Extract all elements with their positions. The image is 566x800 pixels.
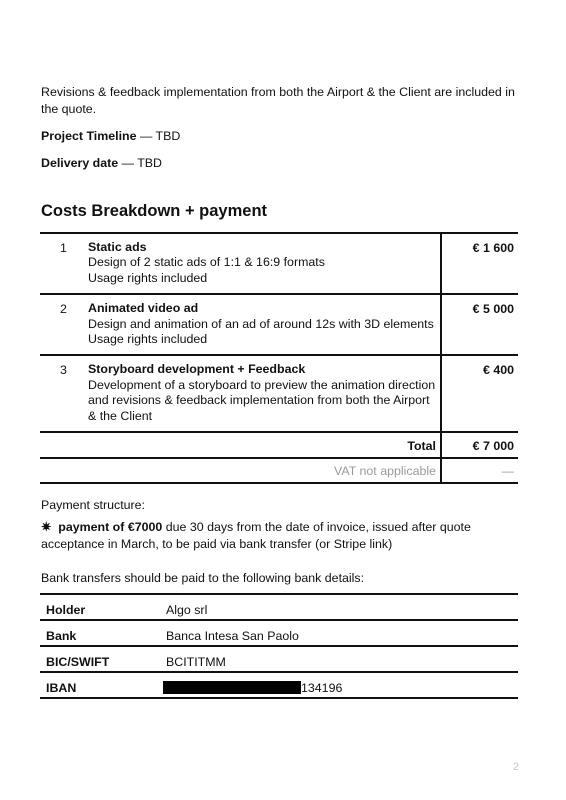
vat-label: VAT not applicable bbox=[40, 458, 441, 483]
bank-intro: Bank transfers should be paid to the following bank details: bbox=[41, 571, 365, 585]
vat-value: — bbox=[441, 458, 518, 483]
bank-row-value: Banca Intesa San Paolo bbox=[160, 620, 518, 646]
cost-row-price: € 400 bbox=[441, 355, 518, 432]
payment-amount: payment of €7000 bbox=[58, 520, 163, 534]
cost-row bbox=[40, 233, 518, 294]
total-row bbox=[40, 432, 518, 458]
total-label: Total bbox=[40, 432, 441, 458]
total-value: € 7 000 bbox=[441, 432, 518, 458]
bank-row-key: Bank bbox=[40, 620, 160, 646]
cost-row-line: Usage rights included bbox=[88, 270, 208, 285]
cost-row-number: 3 bbox=[40, 355, 88, 432]
bank-row bbox=[40, 594, 518, 620]
payment-item bbox=[41, 519, 511, 552]
cost-row-title: Static ads bbox=[88, 240, 147, 254]
project-timeline-label: Project Timeline bbox=[41, 129, 137, 143]
cost-row-line: Development of a storyboard to preview the animation direction and revisions & feedback implementation from both the Airport & the Client bbox=[88, 377, 436, 423]
cost-row-description bbox=[88, 233, 441, 294]
bank-row-key: BIC/SWIFT bbox=[40, 646, 160, 672]
page-number: 2 bbox=[512, 761, 519, 773]
bank-row-key: IBAN bbox=[40, 672, 160, 698]
delivery-date bbox=[41, 155, 521, 171]
delivery-date-label: Delivery date bbox=[41, 156, 119, 170]
cost-row-line: Design of 2 static ads of 1:1 & 16:9 formats bbox=[88, 255, 325, 270]
payment-terms: due 30 days from the date of invoice, issued after quote acceptance in March, to be paid via bank transfer (or Stripe link) bbox=[41, 520, 471, 551]
cost-row-number: 2 bbox=[40, 294, 88, 355]
cost-row bbox=[40, 355, 518, 432]
bank-row-value: Algo srl bbox=[160, 594, 518, 620]
bank-row-value bbox=[160, 672, 518, 698]
payment-structure-heading: Payment structure: bbox=[41, 498, 145, 512]
cost-row-line: Design and animation of an ad of around 12s with 3D elements bbox=[88, 316, 434, 331]
cost-row-description bbox=[88, 355, 441, 432]
cost-row-description bbox=[88, 294, 441, 355]
bank-row-value: BCITITMM bbox=[160, 646, 518, 672]
redaction-bar bbox=[163, 681, 301, 694]
cost-row bbox=[40, 294, 518, 355]
bank-details-table bbox=[40, 593, 518, 699]
bank-row bbox=[40, 646, 518, 672]
costs-table bbox=[40, 232, 518, 484]
vat-row bbox=[40, 458, 518, 483]
bank-row bbox=[40, 672, 518, 698]
cost-row-line: Usage rights included bbox=[88, 332, 208, 347]
cost-row-title: Animated video ad bbox=[88, 301, 199, 316]
cost-row-number: 1 bbox=[40, 233, 88, 294]
costs-section-title: Costs Breakdown + payment bbox=[41, 202, 268, 220]
bank-row-key: Holder bbox=[40, 594, 160, 620]
project-timeline-value: — TBD bbox=[136, 129, 181, 143]
cost-row-title: Storyboard development + Feedback bbox=[88, 362, 306, 377]
asterisk-bullet-icon: ✷ bbox=[41, 520, 52, 534]
intro-paragraph: Revisions & feedback implementation from both the Airport & the Client are included in the quote. bbox=[41, 85, 515, 116]
cost-row-price: € 1 600 bbox=[441, 233, 518, 294]
delivery-date-value: — TBD bbox=[118, 156, 162, 170]
cost-row-price: € 5 000 bbox=[441, 294, 518, 355]
bank-row bbox=[40, 620, 518, 646]
iban-visible-digits: 134196 bbox=[301, 680, 343, 695]
project-timeline bbox=[41, 128, 521, 144]
